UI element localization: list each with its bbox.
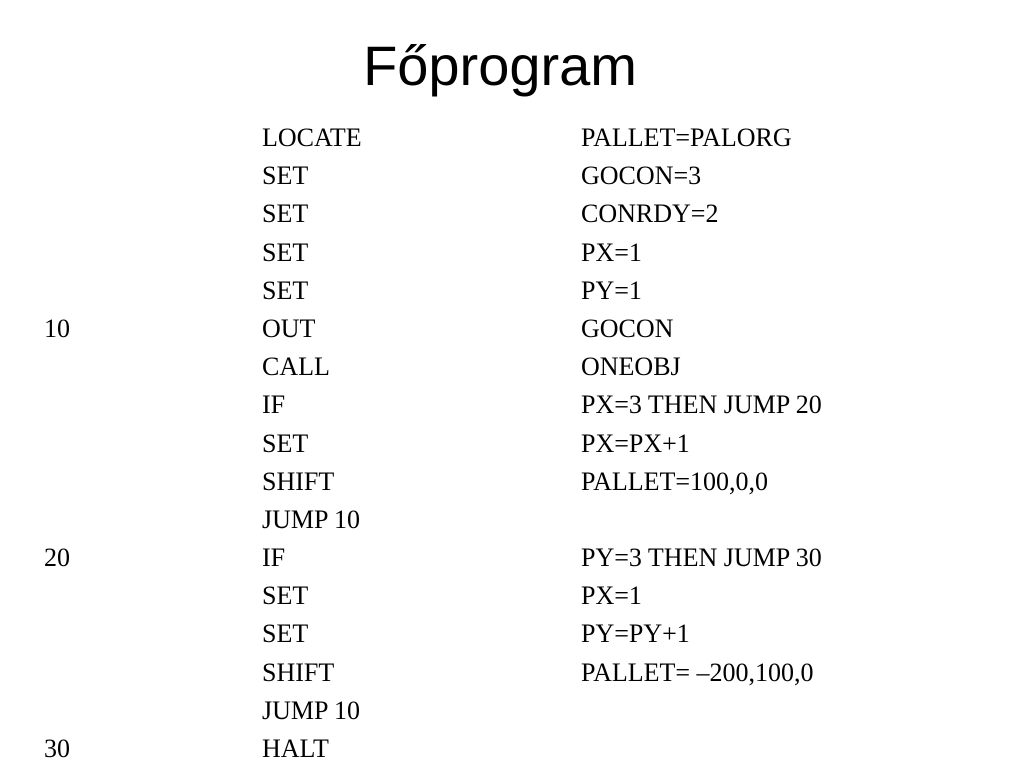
command: SET xyxy=(262,161,309,191)
code-line xyxy=(0,119,1024,157)
command: SHIFT xyxy=(262,466,335,496)
argument: PX=1 xyxy=(581,581,642,611)
code-line xyxy=(0,539,1024,577)
code-line xyxy=(0,463,1024,501)
code-line xyxy=(0,272,1024,310)
command: OUT xyxy=(262,313,316,343)
argument: ONEOBJ xyxy=(581,352,681,382)
code-line xyxy=(0,730,1024,768)
code-line xyxy=(0,195,1024,233)
program-listing xyxy=(0,119,1024,768)
code-line xyxy=(0,501,1024,539)
code-line xyxy=(0,234,1024,272)
argument: PX=3 THEN JUMP 20 xyxy=(581,390,822,420)
command: SET xyxy=(262,237,309,267)
command: IF xyxy=(262,390,286,420)
code-line xyxy=(0,654,1024,692)
command: SET xyxy=(262,619,309,649)
argument: PY=3 THEN JUMP 30 xyxy=(581,543,822,573)
argument: PX=1 xyxy=(581,237,642,267)
argument: PY=1 xyxy=(581,275,642,305)
argument: PALLET= –200,100,0 xyxy=(581,657,814,687)
code-line xyxy=(0,615,1024,653)
command: SET xyxy=(262,581,309,611)
code-line xyxy=(0,386,1024,424)
line-label: 10 xyxy=(44,313,70,343)
code-line xyxy=(0,348,1024,386)
command: SHIFT xyxy=(262,657,335,687)
code-line xyxy=(0,692,1024,730)
slide-title: Főprogram xyxy=(363,34,637,97)
argument: PY=PY+1 xyxy=(581,619,690,649)
command: LOCATE xyxy=(262,123,362,152)
argument: GOCON=3 xyxy=(581,161,702,191)
code-line xyxy=(0,157,1024,195)
argument: PALLET=PALORG xyxy=(581,123,792,152)
argument: PALLET=100,0,0 xyxy=(581,466,769,496)
command: JUMP 10 xyxy=(262,695,361,725)
line-label: 20 xyxy=(44,543,70,573)
argument: GOCON xyxy=(581,313,674,343)
argument: PX=PX+1 xyxy=(581,428,690,458)
line-label: 30 xyxy=(44,734,70,763)
command: SET xyxy=(262,428,309,458)
argument: CONRDY=2 xyxy=(581,199,719,229)
command: JUMP 10 xyxy=(262,504,361,534)
command: HALT xyxy=(262,734,329,763)
command: IF xyxy=(262,543,286,573)
command: CALL xyxy=(262,352,330,382)
code-line xyxy=(0,577,1024,615)
command: SET xyxy=(262,275,309,305)
code-line xyxy=(0,425,1024,463)
command: SET xyxy=(262,199,309,229)
code-line xyxy=(0,310,1024,348)
